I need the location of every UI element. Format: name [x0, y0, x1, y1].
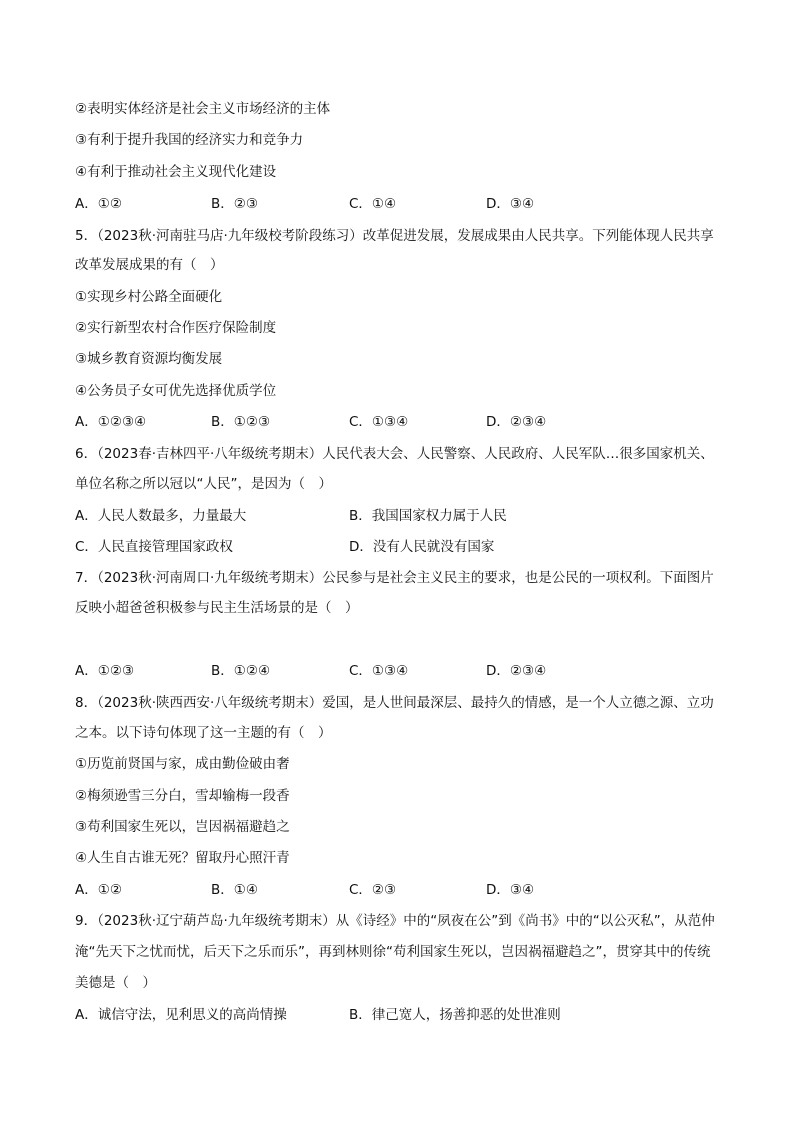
q7-option-a: A．①②③	[75, 663, 135, 679]
q6-option-d: D．没有人民就没有国家	[349, 539, 495, 555]
q7-option-d: D．②③④	[486, 663, 547, 679]
q5-stem-line-1: 5．（2023秋·河南驻马店·九年级校考阶段练习）改革促进发展，发展成果由人民共享。下列能体现人民共享	[75, 228, 714, 244]
q5-item-3: ③城乡教育资源均衡发展	[75, 351, 223, 367]
q5-option-a: A．①②③④	[75, 414, 147, 430]
q6-stem-line-2: 单位名称之所以冠以“人民”，是因为（ ）	[75, 476, 332, 492]
q5-item-2: ②实行新型农村合作医疗保险制度	[75, 320, 277, 336]
q7-stem-line-1: 7．（2023秋·河南周口·九年级统考期末）公民参与是社会主义民主的要求，也是公民的一项权利。下面图片	[75, 570, 714, 586]
q8-option-d: D．③④	[486, 882, 535, 898]
q5-stem-line-2: 改革发展成果的有（ ）	[75, 257, 224, 273]
q5-item-4: ④公务员子女可优先选择优质学位	[75, 383, 277, 399]
q6-option-a: A．人民人数最多，力量最大	[75, 508, 247, 524]
q8-option-b: B．①④	[211, 882, 258, 898]
q4-item-2: ②表明实体经济是社会主义市场经济的主体	[75, 101, 331, 117]
q5-option-c: C．①③④	[349, 414, 409, 430]
q7-option-c: C．①③④	[349, 663, 409, 679]
q4-option-d: D．③④	[486, 196, 535, 212]
q5-item-1: ①实现乡村公路全面硬化	[75, 289, 223, 305]
q8-option-c: C．②③	[349, 882, 397, 898]
q9-option-b: B．律己宽人，扬善抑恶的处世准则	[349, 1007, 561, 1023]
q5-option-d: D．②③④	[486, 414, 547, 430]
q8-option-a: A．①②	[75, 882, 122, 898]
q6-option-b: B．我国国家权力属于人民	[349, 508, 507, 524]
q7-option-b: B．①②④	[211, 663, 271, 679]
q4-option-c: C．①④	[349, 196, 397, 212]
q8-item-2: ②梅须逊雪三分白，雪却输梅一段香	[75, 788, 290, 804]
q4-option-a: A．①②	[75, 196, 122, 212]
q9-option-a: A．诚信守法，见利思义的高尚情操	[75, 1007, 287, 1023]
q8-stem-line-2: 之本。以下诗句体现了这一主题的有（ ）	[75, 725, 332, 741]
q6-stem-line-1: 6．（2023春·吉林四平·八年级统考期末）人民代表大会、人民警察、人民政府、人民军队…很多国家机关、	[75, 446, 714, 462]
q4-item-3: ③有利于提升我国的经济实力和竞争力	[75, 132, 304, 148]
q8-stem-line-1: 8．（2023秋·陕西西安·八年级统考期末）爱国，是人世间最深层、最持久的情感，是一个人立德之源、立功	[75, 695, 714, 711]
q8-item-1: ①历览前贤国与家，成由勤俭破由奢	[75, 756, 290, 772]
q9-stem-line-2: 淹“先天下之忧而忧，后天下之乐而乐”，再到林则徐“苟利国家生死以，岂因祸福避趋之”，贯穿其中的传统	[75, 944, 711, 960]
q8-item-4: ④人生自古谁无死？留取丹心照汗青	[75, 850, 290, 866]
q4-item-4: ④有利于推动社会主义现代化建设	[75, 164, 277, 180]
q4-option-b: B．②③	[211, 196, 258, 212]
q7-stem-line-2: 反映小超爸爸积极参与民主生活场景的是（ ）	[75, 600, 359, 616]
q6-option-c: C．人民直接管理国家政权	[75, 539, 233, 555]
q9-stem-line-1: 9．（2023秋·辽宁葫芦岛·九年级统考期末）从《诗经》中的“夙夜在公”到《尚书》中的“以公灭私”，从范仲	[75, 913, 715, 929]
q9-stem-line-3: 美德是（ ）	[75, 975, 156, 991]
q8-item-3: ③苟利国家生死以，岂因祸福避趋之	[75, 819, 290, 835]
q5-option-b: B．①②③	[211, 414, 271, 430]
